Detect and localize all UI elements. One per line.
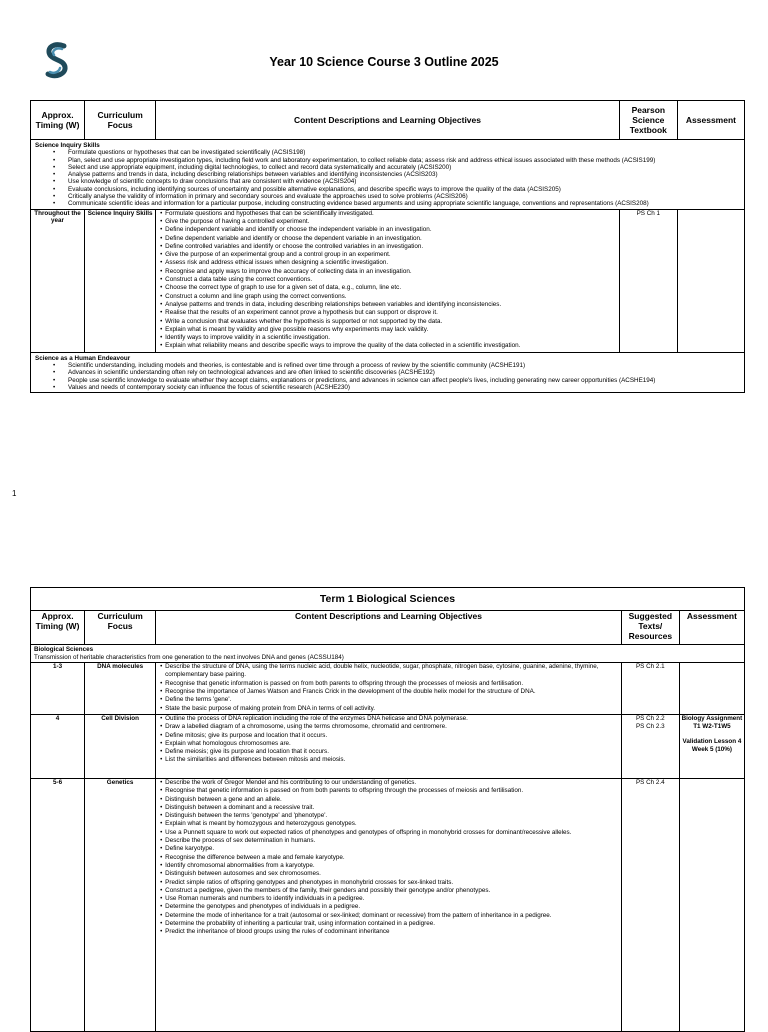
row-timing: 5-6 <box>31 778 85 1031</box>
row-objectives <box>156 778 622 1031</box>
objective-item: • Distinguish between the terms 'genotype' and 'phenotype'. <box>160 812 619 820</box>
objective-item: • Construct a column and line graph using the correct conventions. <box>160 293 617 301</box>
inquiry-skills-section <box>31 140 745 210</box>
objective-item: • Describe the work of Gregor Mendel and his contributing to our understanding of genetics. <box>160 779 619 787</box>
row-resources: PS Ch 2.1 <box>621 663 679 715</box>
row-objectives <box>156 714 622 778</box>
row-resources: PS Ch 2.4 <box>621 778 679 1031</box>
term1-biology-table <box>30 587 745 1032</box>
objective-item: • Recognise that genetic information is passed on from both parents to offspring through the processes of meiosis and fertilisation. <box>160 787 619 795</box>
row-timing: 4 <box>31 714 85 778</box>
objective-item: • Distinguish between a gene and an allele. <box>160 796 619 804</box>
page-title: Year 10 Science Course 3 Outline 2025 <box>269 55 499 69</box>
row-focus: DNA molecules <box>85 663 156 715</box>
row-focus: Cell Division <box>85 714 156 778</box>
objective-item: • Determine the genotypes and phenotypes of individuals in a pedigree. <box>160 903 619 911</box>
list-item: • Advances in scientific understanding often rely on technological advances and are often linked to scientific discoveries (ACSHE192) <box>68 369 740 376</box>
objective-item: • Determine the mode of inheritance for a trait (autosomal or sex-linked; dominant or recessive) from the pattern of inheritance in a pedigree. <box>160 912 619 920</box>
section-description: Transmission of heritable characteristics from one generation to the next involves DNA and genes (ACSSU184) <box>34 653 344 661</box>
objective-item: • Recognise and apply ways to improve the accuracy of collecting data in an investigation. <box>160 268 617 276</box>
list-item: • Select and use appropriate equipment, including digital technologies, to collect and record data systematically and accurately (ACSIS200) <box>68 164 740 171</box>
section-heading: Biological Sciences <box>34 646 94 653</box>
inquiry-skills-table <box>30 100 745 393</box>
objective-item: • Explain what homologous chromosomes are. <box>160 740 619 748</box>
table-header-row <box>31 611 745 645</box>
header-content: Content Descriptions and Learning Objectives <box>156 101 620 140</box>
table-row <box>31 663 745 715</box>
biology-section <box>31 645 745 663</box>
list-item: • Use knowledge of scientific concepts to draw conclusions that are consistent with evidence (ACSIS204) <box>68 178 740 185</box>
row-objectives <box>156 663 622 715</box>
objective-item: • Distinguish between autosomes and sex chromosomes. <box>160 870 619 878</box>
objective-item: • Define independent variable and identify or choose the independent variable in an investigation. <box>160 226 617 234</box>
row-focus: Genetics <box>85 778 156 1031</box>
row-assessment <box>677 209 744 352</box>
objective-item: • Construct a data table using the correct conventions. <box>160 276 617 284</box>
row-resources: PS Ch 2.2 PS Ch 2.3 <box>621 714 679 778</box>
row-assessment: Biology Assignment T1 W2-T1W5 Validation Lesson 4 Week 5 (10%) <box>679 714 744 778</box>
list-item: • People use scientific knowledge to evaluate whether they accept claims, explanations or predictions, and advances in science can affect people's lives, including generating new career opportunities (ACSHE194) <box>68 377 740 384</box>
objective-item: • Use a Punnett square to work out expected ratios of phenotypes and genotypes of offspring in monohybrid crosses for dominant/recessive alleles. <box>160 829 619 837</box>
header-timing: Approx. Timing (W) <box>31 611 85 645</box>
objective-item: • Define mitosis; give its purpose and location that it occurs. <box>160 732 619 740</box>
header-assessment: Assessment <box>679 611 744 645</box>
objective-item: • Define dependent variable and identify or choose the dependent variable in an investigation. <box>160 235 617 243</box>
row-timing: Throughout the year <box>31 209 85 352</box>
objective-item: • Define the terms 'gene'. <box>160 696 619 704</box>
objective-item: • Recognise the difference between a male and female karyotype. <box>160 854 619 862</box>
objective-item: • Recognise that genetic information is passed on from both parents to offspring through the processes of meiosis and fertilisation. <box>160 680 619 688</box>
objective-item: • Explain what is meant by validity and give possible reasons why experiments may lack validity. <box>160 326 617 334</box>
objective-item: • Explain what reliability means and describe specific ways to improve the quality of the data collected in a scientific investigation. <box>160 342 617 350</box>
list-item: • Critically analyse the validity of information in primary and secondary sources and evaluate the approaches used to solve problems (ACSIS206) <box>68 193 740 200</box>
table-title: Term 1 Biological Sciences <box>31 588 745 611</box>
objective-item: • Choose the correct type of graph to use for a given set of data, e.g., column, line etc. <box>160 284 617 292</box>
objective-item: • Define controlled variables and identify or choose the controlled variables in an investigation. <box>160 243 617 251</box>
objective-item: • Identify chromosomal abnormalities from a karyotype. <box>160 862 619 870</box>
objective-item: • Determine the probability of inheriting a particular trait, using information contained in a pedigree. <box>160 920 619 928</box>
list-item: • Plan, select and use appropriate investigation types, including field work and laboratory experimentation, to collect reliable data; assess risk and address ethical issues associated with these methods (ACSIS199) <box>68 157 740 164</box>
objective-item: • Give the purpose of an experimental group and a control group in an experiment. <box>160 251 617 259</box>
inquiry-skills-list <box>35 149 740 207</box>
objective-item: • Analyse patterns and trends in data, including describing relationships between variables and identifying inconsistencies. <box>160 301 617 309</box>
human-endeavour-section <box>31 352 745 392</box>
objective-item: • Define meiosis; give its purpose and location that it occurs. <box>160 748 619 756</box>
header-focus: Curriculum Focus <box>85 611 156 645</box>
row-focus: Science Inquiry Skills <box>85 209 156 352</box>
list-item: • Formulate questions or hypotheses that can be investigated scientifically (ACSIS198) <box>68 149 740 156</box>
objective-item: • Draw a labelled diagram of a chromosome, using the terms chromosome, chromatid and centromere. <box>160 723 619 731</box>
list-item: • Values and needs of contemporary society can influence the focus of scientific research (ACSHE230) <box>68 384 740 391</box>
objective-item: • Use Roman numerals and numbers to identify individuals in a pedigree. <box>160 895 619 903</box>
section-heading: Science Inquiry Skills <box>35 142 100 149</box>
header-content: Content Descriptions and Learning Objectives <box>156 611 622 645</box>
table-row <box>31 714 745 778</box>
objective-item: • Outline the process of DNA replication including the role of the enzymes DNA helicase and DNA polymerase. <box>160 715 619 723</box>
list-item: • Communicate scientific ideas and information for a particular purpose, including constructing evidence based arguments and using appropriate scientific language, conventions and representations (ACSIS208) <box>68 200 740 207</box>
objective-item: • Formulate questions and hypotheses that can be scientifically investigated. <box>160 210 617 218</box>
objective-item: • Write a conclusion that evaluates whether the hypothesis is supported or not supported by the data. <box>160 318 617 326</box>
section-heading: Science as a Human Endeavour <box>35 354 131 362</box>
objective-item: • Define karyotype. <box>160 845 619 853</box>
table-row <box>31 209 745 352</box>
row-timing: 1-3 <box>31 663 85 715</box>
objective-item: • List the similarities and differences between mitosis and meiosis. <box>160 756 619 764</box>
objective-item: • Explain what is meant by homozygous and heterozygous genotypes. <box>160 820 619 828</box>
list-item: • Evaluate conclusions, including identifying sources of uncertainty and possible alternative explanations, and describe specific ways to improve the quality of the data (ACSIS205) <box>68 186 740 193</box>
header-resources: Suggested Texts/ Resources <box>621 611 679 645</box>
human-endeavour-list <box>35 362 740 391</box>
objective-item: • Construct a pedigree, given the members of the family, their genders and possibly their genotype and/or phenotypes. <box>160 887 619 895</box>
row-assessment <box>679 778 744 1031</box>
objective-item: • Describe the process of sex determination in humans. <box>160 837 619 845</box>
objective-item: • Distinguish between a dominant and a recessive trait. <box>160 804 619 812</box>
header-textbook: Pearson Science Textbook <box>619 101 677 140</box>
objective-item: • State the basic purpose of making protein from DNA in terms of cell activity. <box>160 705 619 713</box>
objective-item: • Identify ways to improve validity in a scientific investigation. <box>160 334 617 342</box>
header-assessment: Assessment <box>677 101 744 140</box>
objective-item: • Realise that the results of an experiment cannot prove a hypothesis but can support or disprove it. <box>160 309 617 317</box>
objective-item: • Describe the structure of DNA, using the terms nucleic acid, double helix, nucleotide, sugar, phosphate, nitrogen base, cytosine, guanine, adenine, thymine, complementary base pairing. <box>160 663 619 680</box>
row-objectives <box>156 209 620 352</box>
table-row <box>31 778 745 1031</box>
header-focus: Curriculum Focus <box>85 101 156 140</box>
header-timing: Approx. Timing (W) <box>31 101 85 140</box>
page-number: 1 <box>12 489 17 498</box>
objective-item: • Predict simple ratios of offspring genotypes and phenotypes in monohybrid crosses for sex-linked traits. <box>160 879 619 887</box>
list-item: • Analyse patterns and trends in data, including describing relationships between variables and identifying inconsistencies (ACSIS203) <box>68 171 740 178</box>
objective-item: • Give the purpose of having a controlled experiment. <box>160 218 617 226</box>
objective-item: • Predict the inheritance of blood groups using the rules of codominant inheritance <box>160 928 619 936</box>
objective-item: • Assess risk and address ethical issues when designing a scientific investigation. <box>160 259 617 267</box>
row-assessment <box>679 663 744 715</box>
row-textbook: PS Ch 1 <box>619 209 677 352</box>
table-header-row <box>31 101 745 140</box>
objective-item: • Recognise the importance of James Watson and Francis Crick in the development of the double helix model for the structure of DNA. <box>160 688 619 696</box>
list-item: • Scientific understanding, including models and theories, is contestable and is refined over time through a process of review by the scientific community (ACSHE191) <box>68 362 740 369</box>
